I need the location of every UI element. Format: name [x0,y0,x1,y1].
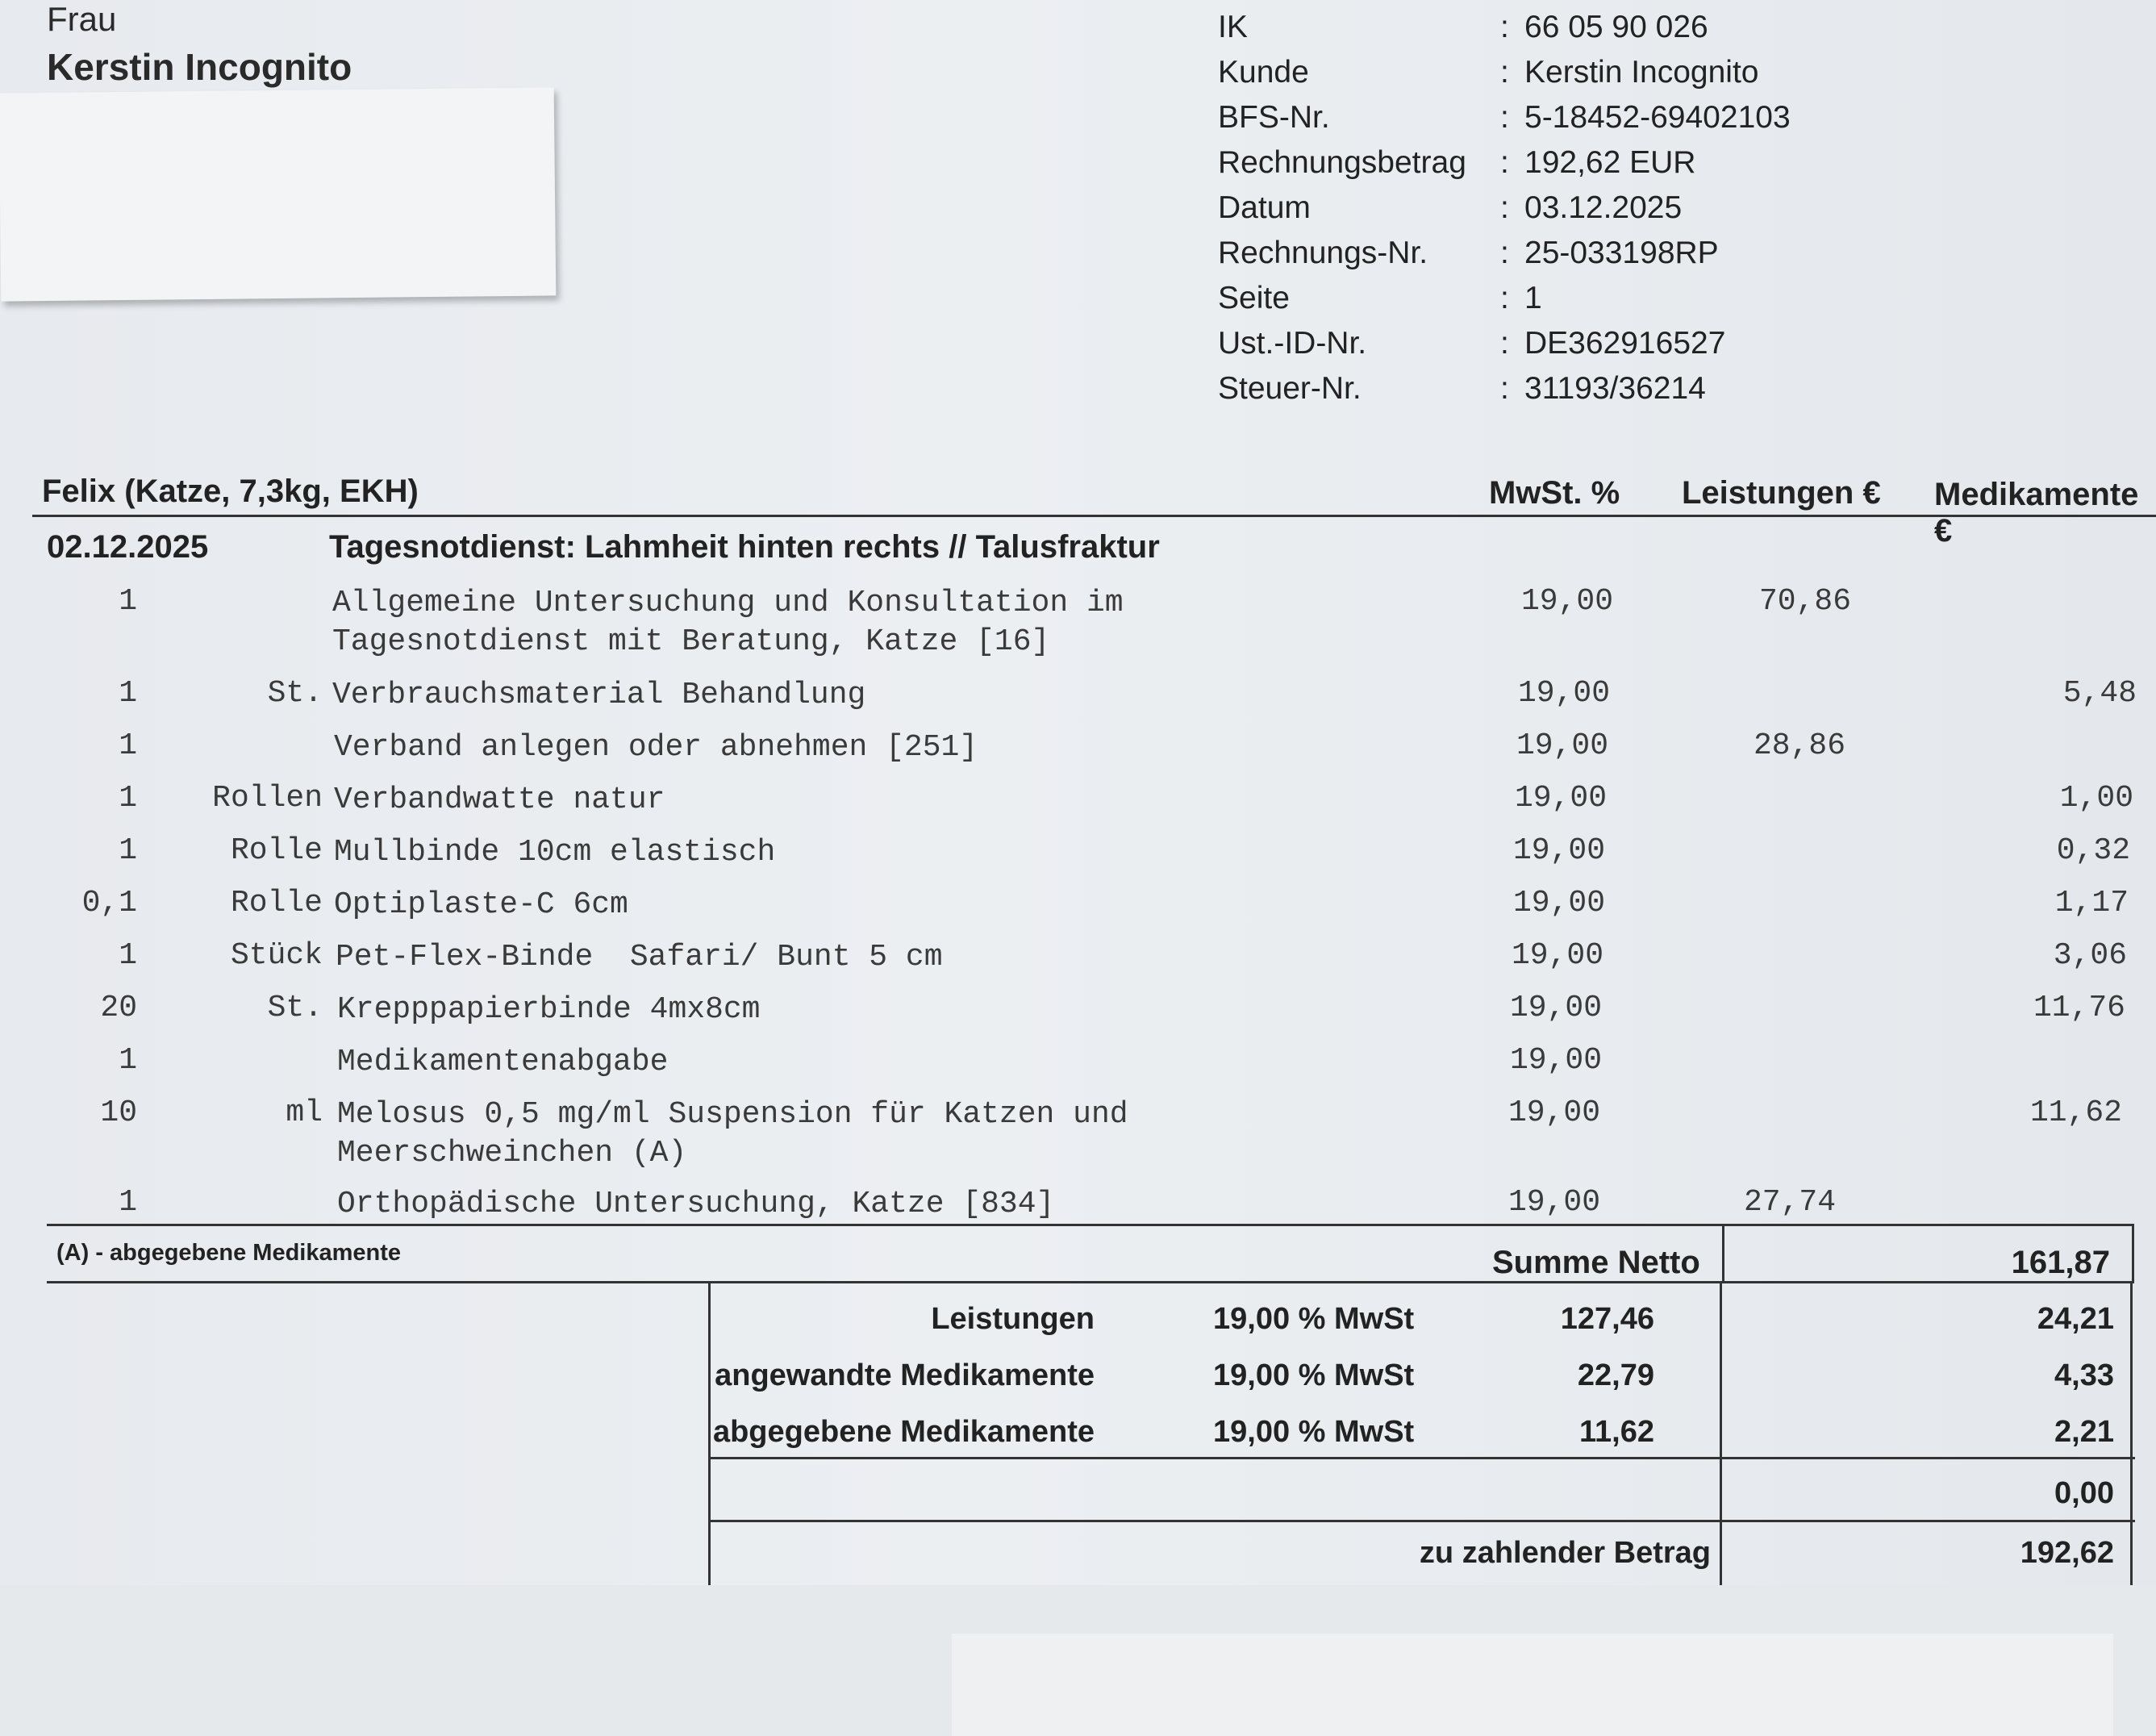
item-mwst: 19,00 [1508,1095,1601,1130]
item-leistungen: 28,86 [1754,728,1846,763]
meta-label: Rechnungsbetrag [1218,145,1466,180]
item-medikamente: 5,48 [2062,676,2137,711]
meta-label: Ust.-ID-Nr. [1218,326,1367,361]
item-unit: Rolle [230,886,323,920]
item-mwst: 19,00 [1508,1185,1601,1220]
item-qty: 10 [100,1095,137,1130]
meta-label: Rechnungs-Nr. [1218,236,1428,270]
item-description: Medikamentenabgabe [337,1045,669,1079]
meta-label: Steuer-Nr. [1218,371,1362,406]
item-description: Krepppapierbinde 4mx8cm [337,992,761,1027]
tax-label: abgegebene Medikamente [712,1415,1095,1449]
meta-value: 1 [1524,281,1542,315]
tax-label: Leistungen [931,1302,1095,1336]
tax-amount: 2,21 [2054,1415,2114,1449]
meta-label: Kunde [1218,55,1309,90]
item-description: Mullbinde 10cm elastisch [334,835,776,870]
recipient-salutation: Frau [47,0,117,38]
item-qty: 20 [100,991,137,1025]
visit-date: 02.12.2025 [47,529,209,565]
item-mwst: 19,00 [1512,938,1604,973]
item-unit: St. [267,676,323,711]
item-qty: 1 [119,584,137,619]
item-medikamente: 0,32 [2056,833,2130,868]
item-unit: ml [286,1095,323,1130]
item-qty: 1 [119,728,137,763]
column-header-medikamente: Medikamente € [1934,477,2139,549]
meta-value: DE362916527 [1524,326,1726,361]
tax-box-rule [711,1520,2135,1522]
item-mwst: 19,00 [1518,676,1611,711]
item-description: Orthopädische Untersuchung, Katze [834] [337,1187,1055,1221]
tax-row-abgegebene-medikamente [711,1415,2135,1463]
column-header-mwst: MwSt. % [1489,475,1620,511]
item-medikamente: 11,76 [2033,991,2125,1025]
summe-netto-value: 161,87 [2011,1245,2110,1280]
item-medikamente: 1,17 [2054,886,2129,920]
meta-value: 192,62 EUR [1524,145,1696,180]
item-mwst: 19,00 [1513,833,1606,868]
item-unit: St. [267,991,323,1025]
item-qty: 1 [119,1043,137,1078]
item-qty: 1 [119,676,137,711]
extra-amount: 0,00 [2054,1476,2114,1510]
item-qty: 1 [119,938,137,973]
item-medikamente: 3,06 [2053,938,2127,973]
column-header-leistungen: Leistungen € [1682,475,1881,511]
meta-value: 31193/36214 [1524,371,1706,406]
tax-label: angewandte Medikamente [715,1358,1095,1392]
background-surface [0,1585,2156,1736]
item-mwst: 19,00 [1510,991,1603,1025]
tax-net: 127,46 [1560,1302,1654,1336]
summary-top-rule [47,1224,2134,1226]
meta-value: 5-18452-69402103 [1524,100,1791,135]
item-qty: 1 [119,1185,137,1220]
meta-colon: : [1500,326,1509,361]
item-mwst: 19,00 [1516,728,1609,763]
meta-value: 25-033198RP [1524,236,1719,270]
item-medikamente: 11,62 [2029,1095,2122,1130]
meta-label: BFS-Nr. [1218,100,1330,135]
tax-amount: 4,33 [2054,1358,2114,1392]
item-description: Verbandwatte natur [334,782,665,817]
item-mwst: 19,00 [1510,1043,1603,1078]
item-qty: 1 [119,833,137,868]
item-unit: Rollen [212,781,323,816]
meta-value: 66 05 90 026 [1524,10,1708,44]
meta-colon: : [1500,281,1509,315]
meta-label: Datum [1218,190,1311,225]
footnote: (A) - abgegebene Medikamente [56,1240,402,1266]
meta-colon: : [1500,236,1509,270]
summe-netto-label: Summe Netto [1492,1245,1700,1280]
item-mwst: 19,00 [1521,584,1614,619]
item-unit: Stück [230,938,323,973]
tax-net: 11,62 [1579,1415,1654,1449]
meta-colon: : [1500,190,1509,225]
pet-info: Felix (Katze, 7,3kg, EKH) [42,474,419,509]
item-description: Allgemeine Untersuchung und Konsultation im Tagesnotdienst mit Beratung, Katze [16] [332,586,1124,659]
tax-rate: 19,00 % MwSt [1213,1302,1415,1336]
item-qty: 1 [119,781,137,816]
summary-right-border [2132,1226,2134,1283]
item-description: Verband anlegen oder abnehmen [251] [334,730,978,765]
visit-title: Tagesnotdienst: Lahmheit hinten rechts // Talusfraktur [329,529,1160,565]
item-medikamente: 1,00 [2059,781,2133,816]
meta-value: Kerstin Incognito [1524,55,1759,90]
meta-value: 03.12.2025 [1524,190,1683,225]
meta-colon: : [1500,55,1509,90]
item-leistungen: 70,86 [1759,584,1852,619]
item-unit: Rolle [230,833,323,868]
item-description: Optiplaste-C 6cm [334,887,628,922]
meta-colon: : [1500,10,1509,44]
tax-box-rule [711,1457,2135,1459]
meta-label: Seite [1218,281,1290,315]
tax-rate: 19,00 % MwSt [1213,1415,1415,1449]
item-description: Verbrauchsmaterial Behandlung [332,678,866,712]
item-leistungen: 27,74 [1744,1185,1837,1220]
item-mwst: 19,00 [1515,781,1608,816]
tax-rate: 19,00 % MwSt [1213,1358,1415,1392]
item-qty: 0,1 [81,886,137,920]
meta-colon: : [1500,371,1509,406]
recipient-name: Kerstin Incognito [47,46,352,88]
item-description: Pet-Flex-Binde Safari/ Bunt 5 cm [336,940,943,974]
paper-edge [952,1634,2113,1736]
item-description: Melosus 0,5 mg/ml Suspension für Katzen und Meerschweinchen (A) [337,1097,1128,1171]
meta-colon: : [1500,145,1509,180]
total-value: 192,62 [2020,1536,2114,1570]
meta-colon: : [1500,100,1509,135]
tax-summary-box [708,1283,2133,1588]
meta-label: IK [1218,10,1248,44]
address-cover-sticker [0,87,556,301]
tax-amount: 24,21 [2037,1302,2114,1336]
tax-row-angewandte-medikamente [711,1358,2135,1407]
tax-row-leistungen [711,1302,2135,1350]
tax-net: 22,79 [1577,1358,1654,1392]
total-label: zu zahlender Betrag [1419,1536,1711,1570]
item-mwst: 19,00 [1513,886,1606,920]
